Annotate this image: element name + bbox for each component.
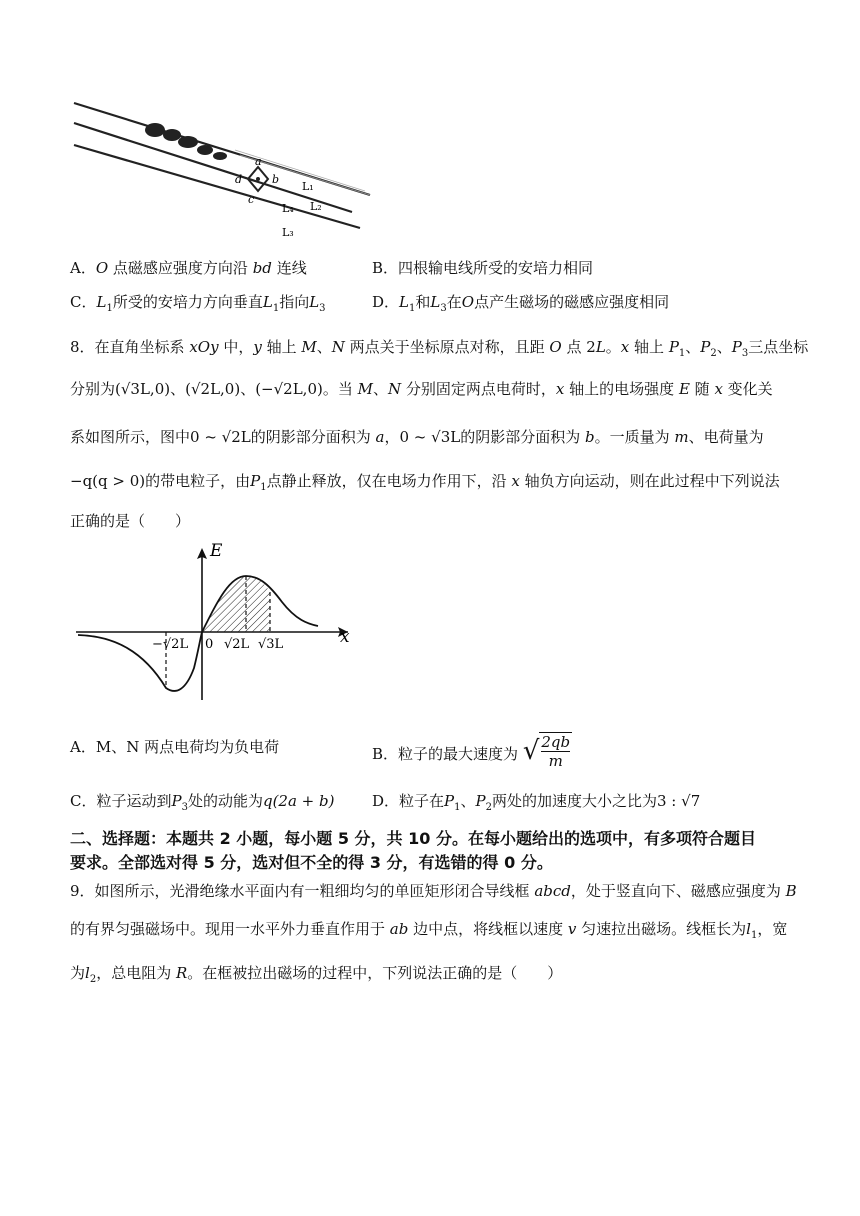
fig-label-a: a — [255, 155, 262, 168]
fig-label-c: c — [248, 193, 255, 206]
q9-line-3: 为$l_2$，总电阻为 R。在框被拉出磁场的过程中，下列说法正确的是（ ） — [70, 964, 563, 985]
power-lines-figure — [60, 95, 380, 245]
q8-line-5: 正确的是（ ） — [70, 512, 191, 530]
fig-label-l1: L₁ — [302, 180, 314, 193]
q7-option-c: C．$L_1$所受的安培力方向垂直$L_1$指向$L_3$ — [70, 293, 326, 314]
fig-label-l4: L₄ — [282, 202, 294, 215]
graph-origin-label: 0 — [205, 637, 214, 652]
q9-line-1: 9．如图所示，光滑绝缘水平面内有一粗细均匀的单匝矩形闭合导线框 abcd，处于竖直向下、磁感应强度为 B — [70, 882, 797, 900]
e-field-graph — [68, 540, 368, 705]
q7-option-b: B．四根输电线所受的安培力相同 — [372, 259, 594, 277]
q8-option-b: B．粒子的最大速度为 √ $\frac{2qb}{m}$ — [372, 733, 571, 770]
fig-label-l3: L₃ — [282, 226, 294, 239]
graph-x-label: x — [340, 627, 350, 647]
q8-option-d: D．粒子在$P_1$、$P_2$两处的加速度大小之比为3 : √7 — [372, 792, 701, 813]
q8-line-4: −q(q > 0)的带电粒子，由$P_1$点静止释放，仅在电场力作用下，沿 x 轴负方向运动，则在此过程中下列说法 — [70, 472, 780, 493]
q8-line-2: 分别为(√3L,0)、(√2L,0)、(−√2L,0)。当 M、N 分别固定两点电荷时，x 轴上的电场强度 E 随 x 变化关 — [70, 380, 773, 398]
q8-line-1: 8．在直角坐标系 xOy 中，y 轴上 M、N 两点关于坐标原点对称，且距 O 点 2L。x 轴上 $P_1$、$P_2$、$P_3$三点坐标 — [70, 338, 809, 359]
graph-tick-sqrt2: √2L — [224, 637, 250, 652]
section2-line-2: 要求。全部选对得 5 分，选对但不全的得 3 分，有选错的得 0 分。 — [70, 853, 553, 872]
fig-label-d: d — [235, 173, 243, 186]
q8-option-a: A．M、N 两点电荷均为负电荷 — [70, 738, 280, 756]
graph-y-label: E — [210, 541, 223, 561]
q9-line-2: 的有界匀强磁场中。现用一水平外力垂直作用于 ab 边中点，将线框以速度 v 匀速拉出磁场。线框长为$l_1$，宽 — [70, 920, 788, 941]
q8-line-3: 系如图所示，图中0 ~ √2L的阴影部分面积为 a，0 ~ √3L的阴影部分面积为 b。一质量为 m、电荷量为 — [70, 428, 764, 446]
fig-label-b: b — [272, 173, 280, 186]
fig-label-l2: L₂ — [310, 200, 322, 213]
graph-tick-sqrt3: √3L — [258, 637, 284, 652]
q8-option-c: C．粒子运动到$P_3$处的动能为q(2a + b) — [70, 792, 335, 813]
q7-option-d: D．$L_1$和$L_3$在O点产生磁场的磁感应强度相同 — [372, 293, 670, 314]
section2-line-1: 二、选择题：本题共 2 小题，每小题 5 分，共 10 分。在每小题给出的选项中，有多项符合题目 — [70, 829, 756, 848]
q7-option-a: A．O 点磁感应强度方向沿 bd 连线 — [70, 259, 307, 277]
graph-tick-neg-sqrt2: −√2L — [152, 637, 189, 652]
